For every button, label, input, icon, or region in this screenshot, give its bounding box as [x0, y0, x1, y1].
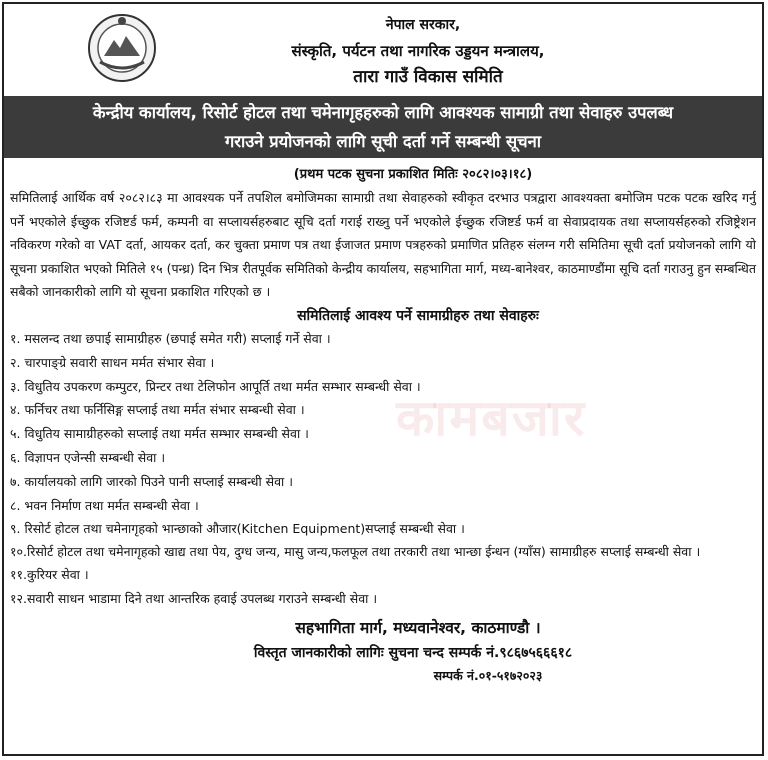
list-item: ४. फर्निचर तथा फर्निसिङ्ग सप्लाई तथा मर्मत संभार सम्बन्धी सेवा ।: [10, 402, 305, 418]
list-item: ३. विधुतिय उपकरण कम्पुटर, प्रिन्टर तथा टेलिफोन आपूर्ति तथा मर्मत सम्भार सम्बन्धी सेवा ।: [10, 378, 421, 394]
notice-header: [4, 4, 762, 96]
ministry-name: संस्कृति, पर्यटन तथा नागरिक उड्डयन मन्त्रालय,: [291, 42, 545, 60]
notice-title-line-1: केन्द्रीय कार्यालय, रिसोर्ट होटल तथा चमेनागृहहरुको लागि आवश्यक सामाग्री तथा सेवाहरु उपलब्ध: [92, 103, 674, 122]
office-name: तारा गाउँ विकास समिति: [353, 67, 503, 87]
list-item: ७. कार्यालयको लागि जारको पिउने पानी सप्लाई सम्बन्धी सेवा ।: [10, 473, 293, 489]
contact-info: विस्तृत जानकारीको लागिः सुचना चन्द सम्पर्क नं.९८६७५६६६१८: [253, 644, 573, 661]
notice-title-banner: [4, 96, 762, 158]
list-item: ८. भवन निर्माण तथा मर्मत सम्बन्धी सेवा ।: [10, 497, 199, 513]
notice-title-line-2: गराउने प्रयोजनको लागि सूची दर्ता गर्ने सम्बन्धी सूचना: [224, 132, 542, 151]
notice-content: [10, 164, 756, 687]
phone-number: सम्पर्क नं.०१-५१७२०२३: [433, 667, 543, 683]
watermark: कामबजार: [396, 389, 587, 447]
government-name: नेपाल सरकार,: [385, 17, 461, 33]
list-item: १२.सवारी साधन भाडामा दिने तथा आन्तरिक हवाई उपलब्ध गराउने सम्बन्धी सेवा ।: [10, 590, 378, 606]
list-item: १०.रिसोर्ट होटल तथा चमेनागृहको खाद्य तथा पेय, दुग्ध जन्य, मासु जन्य,फलफूल तथा तरकारी तथा भान्छा ईन्धन (ग्याँस) सामाग्रीहरु सप्लाई सम्बन्धी सेवा ।: [10, 544, 701, 560]
list-item: २. चारपाङ्ग्रे सवारी साधन मर्मत संभार सेवा ।: [10, 354, 215, 370]
services-section-title: समितिलाई आवश्य पर्ने सामाग्रीहरु तथा सेवाहरुः: [297, 307, 539, 324]
services-list: [10, 327, 756, 611]
publication-date: (प्रथम पटक सुचना प्रकाशित मितिः २०८२।०३।१८): [293, 167, 533, 182]
list-item: ६. विज्ञापन एजेन्सी सम्बन्धी सेवा ।: [10, 449, 166, 465]
list-item: ९. रिसोर्ट होटल तथा चमेनागृहको भान्छाको औजार(Kitchen Equipment)सप्लाई सम्बन्धी सेवा ।: [10, 521, 465, 537]
notice-document: [2, 2, 764, 756]
list-item: १. मसलन्द तथा छपाई सामाग्रीहरु (छपाई समेत गरी) सप्लाई गर्ने सेवा ।: [10, 330, 331, 346]
body-paragraph: समितिलाई आर्थिक वर्ष २०८२।८३ मा आवश्यक पर्ने तपशिल बमोजिमका सामाग्री तथा सेवाहरुको स्वीकृत दरभाउ पत्रद्वारा आवश्यक्ता बमोजिम पटक पटक खरिद गर्नु पर्ने भएकोले ईच्छुक रजिष्टर्ड फर्म, कम्पनी वा सप्लायर्सहरुबाट सूचि दर्ता गराई राख्नु पर्ने भएकोले ईच्छुक रजिष्टर्ड फर्म वा सेवाप्रदायक तथा सप्लायर्सहरुको रजिष्ट्रेशन नविकरण गरेको वा VAT दर्ता, आयकर दर्ता, कर चुक्ता प्रमाण पत्र तथा ईजाजत प्रमाण पत्रहरुको प्रमाणित प्रतिहरु संलग्न गरी समितिमा सूची दर्ता प्रयोजनको लागि यो सूचना प्रकाशित भएको मितिले १५ (पन्ध्र) दिन भित्र रीतपूर्वक समितिको केन्द्रीय कार्यालय, सहभागिता मार्ग, मध्य-बानेश्वर, काठमाण्डौंमा सूचि दर्ता गराउनु हुन सम्बन्धित सबैको जानकारीको लागि यो सूचना प्रकाशित गरिएको छ ।: [10, 190, 756, 300]
office-address: सहभागिता मार्ग, मध्यवानेश्वर, काठमाण्डौ ।: [295, 618, 541, 637]
list-item: ११.कुरियर सेवा ।: [10, 567, 89, 583]
list-item: ५. विधुतिय सामाग्रीहरुको सप्लाई तथा मर्मत सम्भार सम्बन्धी सेवा ।: [10, 426, 309, 442]
notice-footer: [10, 615, 756, 687]
